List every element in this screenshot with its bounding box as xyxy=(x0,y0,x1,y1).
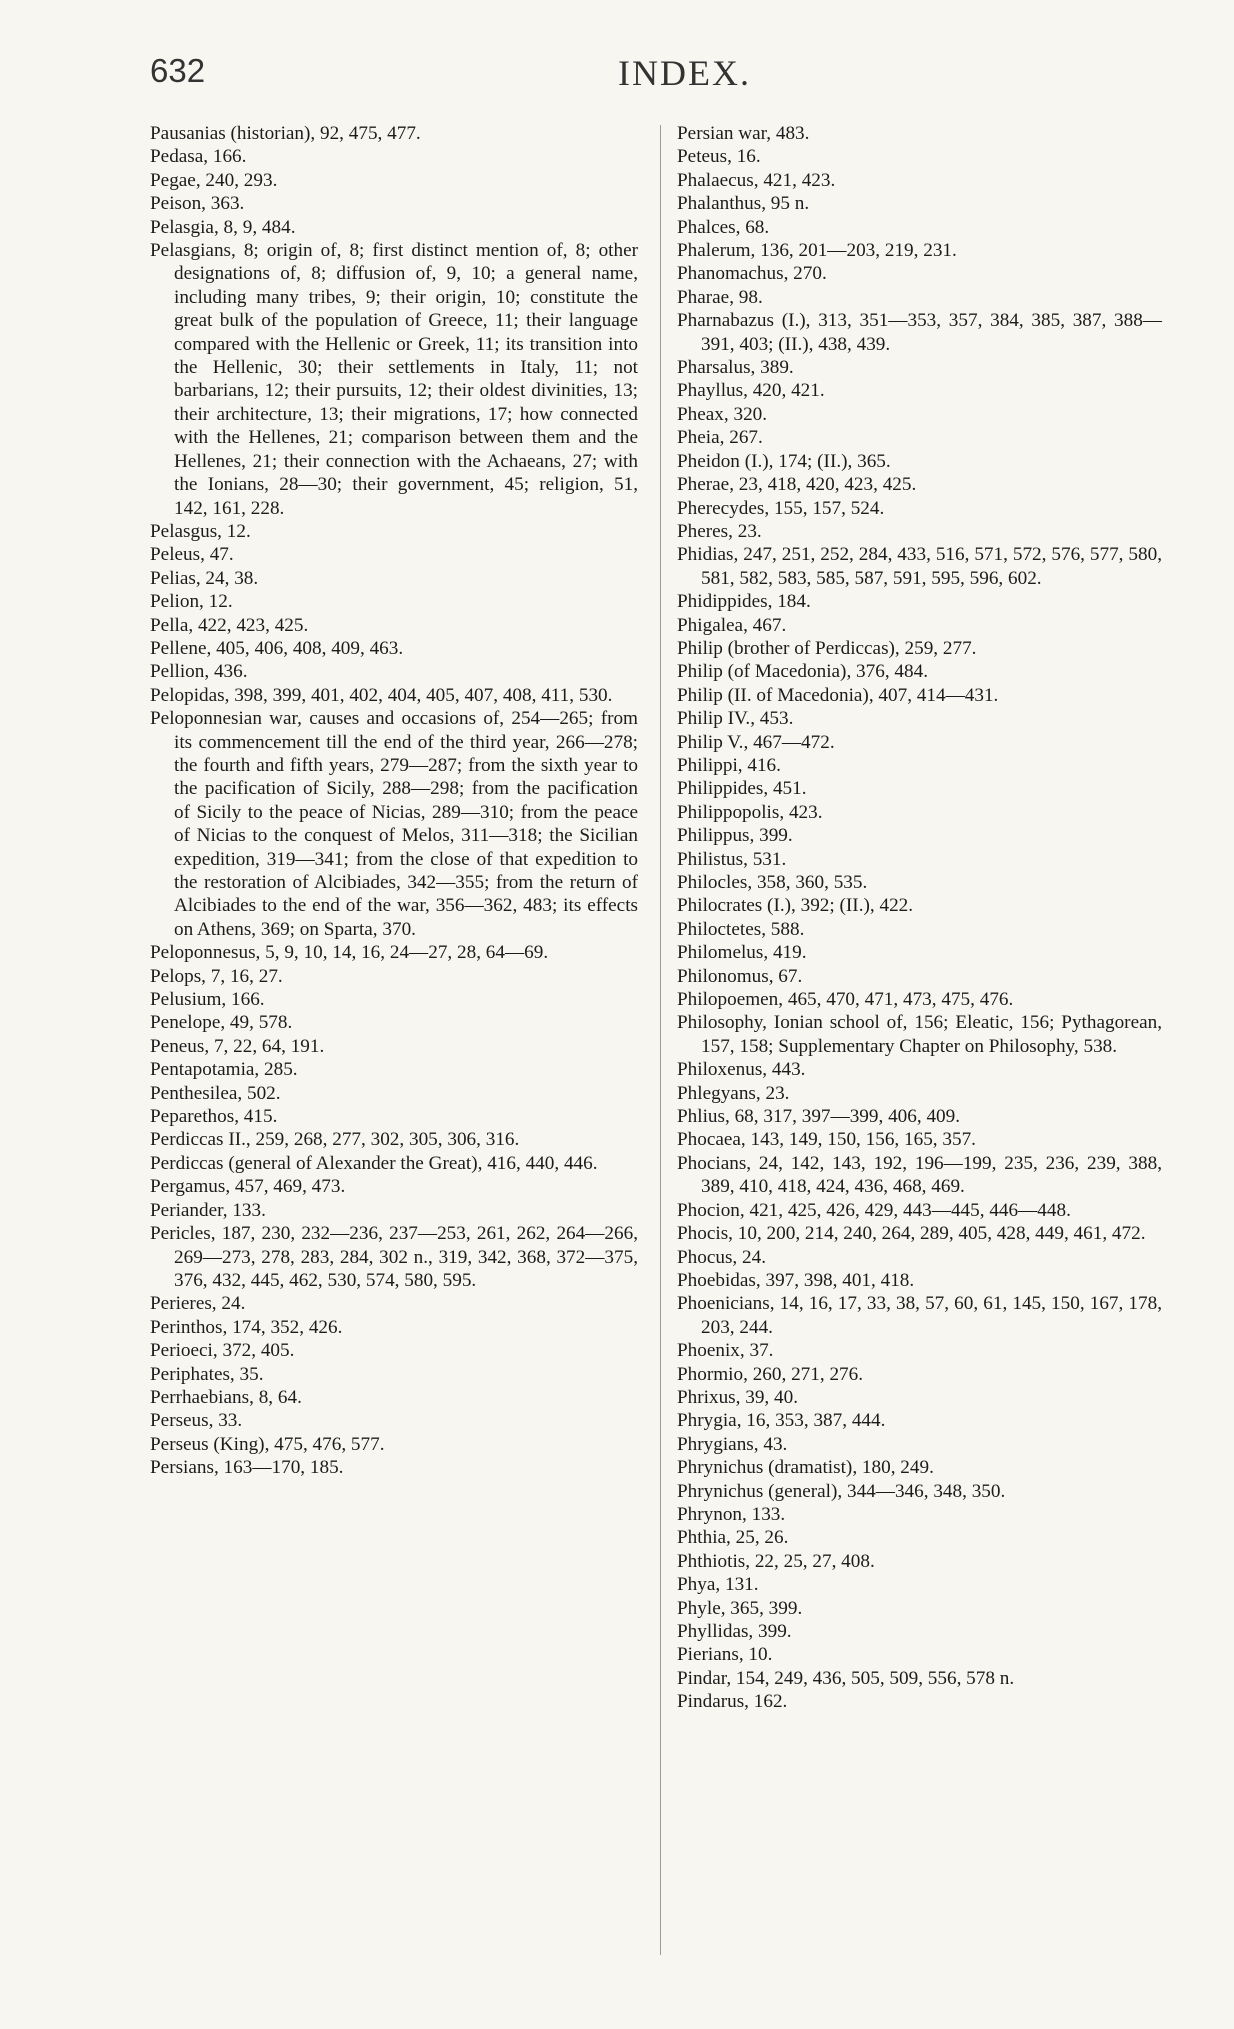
index-entry: Pelusium, 166. xyxy=(150,989,265,1011)
index-entry: Philocrates (I.), 392; (II.), 422. xyxy=(677,895,914,917)
index-entry: Phalanthus, 95 n. xyxy=(677,193,810,215)
page-title: INDEX. xyxy=(618,53,751,93)
index-entry: Peloponnesus, 5, 9, 10, 14, 16, 24—27, 28, 64—69. xyxy=(150,942,549,964)
index-entry: Perseus (King), 475, 476, 577. xyxy=(150,1433,385,1455)
index-entry: Philoxenus, 443. xyxy=(677,1059,806,1081)
index-entry: Pharsalus, 389. xyxy=(677,357,794,379)
index-entry: Phayllus, 420, 421. xyxy=(677,380,825,402)
index-entry: Pelion, 12. xyxy=(150,591,233,613)
index-entry: Philip (II. of Macedonia), 407, 414—431. xyxy=(677,684,999,706)
index-entry: Phrynichus (dramatist), 180, 249. xyxy=(677,1457,934,1479)
index-entry: Pheidon (I.), 174; (II.), 365. xyxy=(677,450,891,472)
index-entry: Perioeci, 372, 405. xyxy=(150,1340,295,1362)
index-entry: Peparethos, 415. xyxy=(150,1106,278,1128)
index-entry: Philomelus, 419. xyxy=(677,942,807,964)
index-entry: Pelasgians, 8; origin of, 8; first distinct mention of, 8; other designations of, 8; diffusion of, 9, 10; a general name, including many tribes, 9; their origin, 10; constitute the great bulk of the population of Greece, 11; their language compared with the Hellenic or Greek, 11; its transition into the Hellenic, 30; their settlements in Italy, 11; not barbarians, 12; their pursuits, 12; their oldest divinities, 13; their architecture, 13; their migrations, 17; how connected with the Hellenes, 21; comparison between them and the Hellenes, 21; their connection with the Achaeans, 27; with the Ionians, 28—30; their government, 45; religion, 51, 142, 161, 228. xyxy=(150,240,638,519)
index-entry: Philocles, 358, 360, 535. xyxy=(677,872,868,893)
index-entry: Pelopidas, 398, 399, 401, 402, 404, 405, 407, 408, 411, 530. xyxy=(150,684,613,706)
index-entry: Phrixus, 39, 40. xyxy=(677,1386,798,1408)
index-entry: Philippopolis, 423. xyxy=(677,801,823,823)
index-entry: Pausanias (historian), 92, 475, 477. xyxy=(150,123,421,144)
index-entry: Phigalea, 467. xyxy=(677,614,787,636)
index-entry: Philip IV., 453. xyxy=(677,708,794,730)
index-entry: Phalerum, 136, 201—203, 219, 231. xyxy=(677,240,957,262)
index-entry: Periander, 133. xyxy=(150,1199,266,1221)
index-entry: Philip (of Macedonia), 376, 484. xyxy=(677,661,928,683)
index-entry: Phidippides, 184. xyxy=(677,591,811,613)
index-entry: Perdiccas II., 259, 268, 277, 302, 305, 306, 316. xyxy=(150,1129,520,1151)
index-entry: Phocis, 10, 200, 214, 240, 264, 289, 405, 428, 449, 461, 472. xyxy=(677,1223,1146,1245)
index-column-left xyxy=(150,122,638,1480)
index-entry: Phrynon, 133. xyxy=(677,1503,786,1525)
index-entry: Peloponnesian war, causes and occasions of, 254—265; from its commencement till the end of the third year, 266—278; the fourth and fifth years, 279—287; from the sixth year to the pacification of Sicily, 288—298; from the pacification of Sicily to the peace of Nicias, 289—310; from the peace of Nicias to the conquest of Melos, 311—318; the Sicilian expedition, 319—341; from the close of that expedition to the restoration of Alcibiades, 342—355; from the return of Alcibiades to the end of the war, 356—362, 483; its effects on Athens, 369; on Sparta, 370. xyxy=(150,708,638,940)
column-divider xyxy=(660,125,661,1955)
index-entry: Philippi, 416. xyxy=(677,754,781,776)
index-entry: Phyllidas, 399. xyxy=(677,1621,792,1642)
index-entry: Phyle, 365, 399. xyxy=(677,1597,803,1619)
index-entry: Penthesilea, 502. xyxy=(150,1082,281,1104)
index-entry: Phlius, 68, 317, 397—399, 406, 409. xyxy=(677,1106,961,1128)
index-entry: Philippides, 451. xyxy=(677,778,807,800)
index-entry: Philip V., 467—472. xyxy=(677,731,835,753)
index-entry: Peison, 363. xyxy=(150,193,245,215)
index-entry: Phthia, 25, 26. xyxy=(677,1527,789,1549)
index-entry: Phthiotis, 22, 25, 27, 408. xyxy=(677,1550,875,1572)
index-entry: Phalces, 68. xyxy=(677,216,770,238)
index-entry: Phalaecus, 421, 423. xyxy=(677,169,836,191)
index-entry: Pheia, 267. xyxy=(677,427,763,449)
index-entry: Pelops, 7, 16, 27. xyxy=(150,965,283,987)
index-entry: Peleus, 47. xyxy=(150,544,234,566)
index-entry: Phormio, 260, 271, 276. xyxy=(677,1363,864,1385)
index-entry: Persians, 163—170, 185. xyxy=(150,1457,344,1479)
index-entry: Peneus, 7, 22, 64, 191. xyxy=(150,1035,325,1057)
index-entry: Pelias, 24, 38. xyxy=(150,567,259,589)
index-entry: Pelasgia, 8, 9, 484. xyxy=(150,216,296,238)
index-entry: Pherecydes, 155, 157, 524. xyxy=(677,497,885,519)
index-entry: Pindar, 154, 249, 436, 505, 509, 556, 578 n. xyxy=(677,1667,1015,1689)
index-entry: Phoebidas, 397, 398, 401, 418. xyxy=(677,1269,915,1291)
index-column-right xyxy=(677,122,1162,1714)
index-entry: Philip (brother of Perdiccas), 259, 277. xyxy=(677,637,977,659)
index-entry: Pheres, 23. xyxy=(677,520,762,542)
index-entry: Perdiccas (general of Alexander the Great), 416, 440, 446. xyxy=(150,1152,598,1174)
index-entry: Pelasgus, 12. xyxy=(150,520,251,542)
index-entry: Pindarus, 162. xyxy=(677,1691,788,1713)
index-entry: Pegae, 240, 293. xyxy=(150,169,278,191)
index-entry: Phrynichus (general), 344—346, 348, 350. xyxy=(677,1480,1006,1502)
index-entry: Philistus, 531. xyxy=(677,848,787,870)
index-entry: Perieres, 24. xyxy=(150,1293,246,1315)
index-entry: Pharnabazus (I.), 313, 351—353, 357, 384, 385, 387, 388—391, 403; (II.), 438, 439. xyxy=(677,310,1162,355)
index-entry: Pergamus, 457, 469, 473. xyxy=(150,1176,346,1198)
index-entry: Persian war, 483. xyxy=(677,123,810,144)
index-entry: Penelope, 49, 578. xyxy=(150,1012,293,1034)
index-entry: Philopoemen, 465, 470, 471, 473, 475, 476. xyxy=(677,989,1014,1011)
index-entry: Phocaea, 143, 149, 150, 156, 165, 357. xyxy=(677,1129,976,1151)
index-entry: Peteus, 16. xyxy=(677,146,761,168)
index-entry: Philippus, 399. xyxy=(677,825,793,847)
index-entry: Periphates, 35. xyxy=(150,1363,264,1385)
index-entry: Pericles, 187, 230, 232—236, 237—253, 261, 262, 264—266, 269—273, 278, 283, 284, 302 n., 319, 342, 368, 372—375, 376, 432, 445, 462, 530, 574, 580, 595. xyxy=(150,1223,638,1291)
index-entry: Pellene, 405, 406, 408, 409, 463. xyxy=(150,637,404,659)
index-entry: Pentapotamia, 285. xyxy=(150,1059,298,1081)
index-entry: Pella, 422, 423, 425. xyxy=(150,614,309,636)
page-number: 632 xyxy=(150,52,206,89)
index-entry: Pedasa, 166. xyxy=(150,146,247,168)
index-entry: Pharae, 98. xyxy=(677,286,763,308)
index-entry: Philoctetes, 588. xyxy=(677,918,805,940)
index-entry: Phocus, 24. xyxy=(677,1246,767,1268)
index-entry: Philosophy, Ionian school of, 156; Eleatic, 156; Pythagorean, 157, 158; Supplementary Chapter on Philosophy, 538. xyxy=(677,1012,1162,1057)
index-entry: Pellion, 436. xyxy=(150,661,248,683)
index-entry: Perinthos, 174, 352, 426. xyxy=(150,1316,343,1338)
index-entry: Phidias, 247, 251, 252, 284, 433, 516, 571, 572, 576, 577, 580, 581, 582, 583, 585, 587, 591, 595, 596, 602. xyxy=(677,544,1162,589)
index-entry: Phrygia, 16, 353, 387, 444. xyxy=(677,1410,886,1432)
index-entry: Phya, 131. xyxy=(677,1574,759,1596)
index-entry: Phocians, 24, 142, 143, 192, 196—199, 235, 236, 239, 388, 389, 410, 418, 424, 436, 468, 469. xyxy=(677,1152,1162,1198)
index-entry: Philonomus, 67. xyxy=(677,965,803,987)
index-entry: Phoenicians, 14, 16, 17, 33, 38, 57, 60, 61, 145, 150, 167, 178, 203, 244. xyxy=(677,1293,1162,1338)
index-entry: Phlegyans, 23. xyxy=(677,1082,790,1104)
index-entry: Phanomachus, 270. xyxy=(677,263,827,285)
index-entry: Perseus, 33. xyxy=(150,1410,243,1432)
index-entry: Perrhaebians, 8, 64. xyxy=(150,1386,302,1408)
index-entry: Phoenix, 37. xyxy=(677,1340,774,1362)
index-entry: Pierians, 10. xyxy=(677,1644,773,1666)
index-entry: Phrygians, 43. xyxy=(677,1433,788,1455)
index-entry: Pherae, 23, 418, 420, 423, 425. xyxy=(677,474,917,496)
index-entry: Pheax, 320. xyxy=(677,403,768,425)
index-entry: Phocion, 421, 425, 426, 429, 443—445, 446—448. xyxy=(677,1199,1071,1221)
